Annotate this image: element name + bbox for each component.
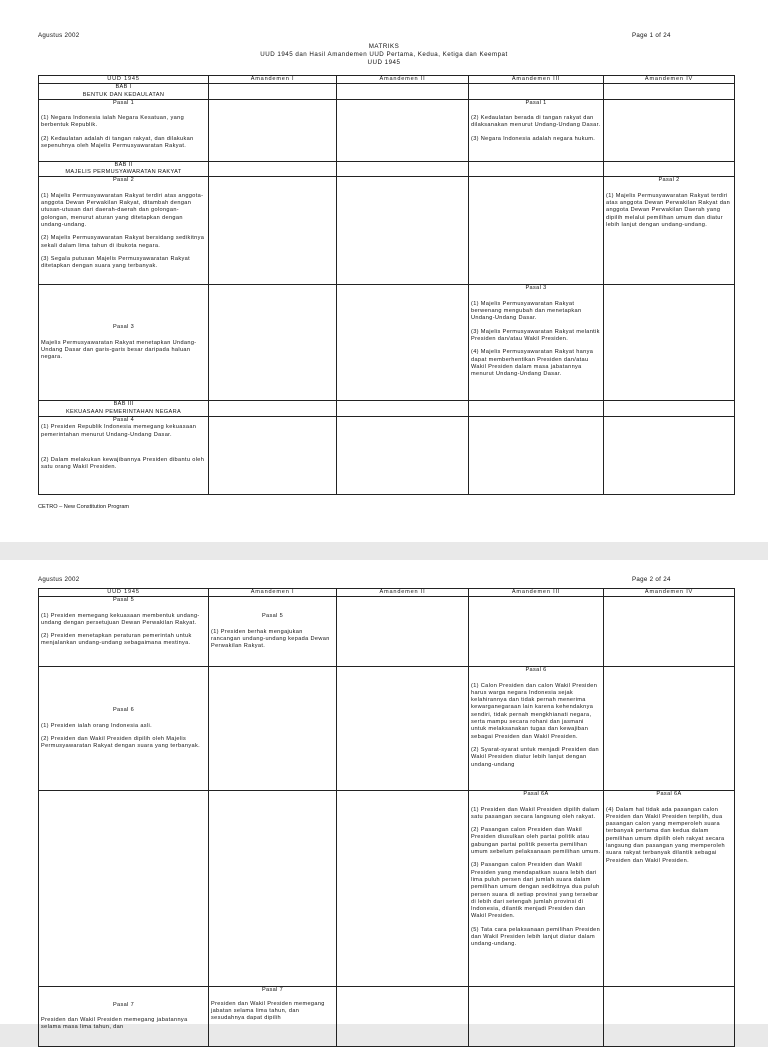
- chapter-row: [39, 84, 735, 100]
- matrix-table: [38, 75, 735, 495]
- amandemen4-cell: [604, 791, 735, 987]
- title-line: UUD 1945 dan Hasil Amandemen UUD Pertama, Kedua, Ketiga dan Keempat: [260, 51, 508, 58]
- table-row: [39, 987, 735, 1047]
- chapter-number: BAB I: [115, 84, 132, 91]
- clause-text: (2) Presiden dan Wakil Presiden dipilih oleh Majelis Permusyawaratan Rakyat dengan suara yang terbanyak.: [41, 735, 201, 750]
- clause-text: (1) Presiden ialah orang Indonesia asli.: [41, 722, 153, 729]
- clause-text: (3) Majelis Permusyawaratan Rakyat melantik Presiden dan/atau Wakil Presiden.: [471, 328, 600, 342]
- page-date: Agustus 2002: [38, 32, 80, 39]
- clause-text: (2) Syarat-syarat untuk menjadi Presiden dan Wakil Presiden diatur lebih lanjut dengan undang-undang: [471, 746, 599, 768]
- chapter-row: [39, 401, 735, 417]
- page-number: Page 1 of 24: [632, 32, 671, 39]
- column-header: Amandemen III: [469, 589, 604, 597]
- chapter-number: BAB III: [113, 401, 134, 408]
- chapter-title: BENTUK DAN KEDAULATAN: [82, 91, 165, 98]
- article-label: Pasal 2: [658, 177, 680, 184]
- clause-text: (2) Kedaulatan berada di tangan rakyat dan dilaksanakan menurut Undang-Undang Dasar.: [471, 115, 601, 129]
- clause-text: (2) Pasangan calon Presiden dan Wakil Presiden diusulkan oleh partai politik atau gabungan partai politik peserta pemilihan umum sebelum pelaksanaan pemilihan umum.: [471, 827, 601, 856]
- table-header-row: [39, 589, 735, 597]
- clause-text: Presiden dan Wakil Presiden memegang jabatannya selama masa lima tahun, dan: [41, 1017, 188, 1031]
- chapter-heading: [39, 161, 209, 177]
- clause-text: (2) Majelis Permusyawaratan Rakyat bersidang sedikitnya sekali dalam lima tahun di ibukota negara.: [41, 235, 205, 249]
- clause-text: (5) Tata cara pelaksanaan pemilihan Presiden dan Wakil Presiden lebih lanjut diatur dalam undang-undang.: [471, 926, 601, 948]
- clause-text: (1) Presiden dan Wakil Presiden dipilih dalam satu pasangan secara langsung oleh rakyat.: [471, 806, 600, 820]
- clause-text: (3) Pasangan calon Presiden dan Wakil Presiden yang mendapatkan suara lebih dari lima puluh persen dari jumlah suara dalam pemilihan umum dengan sedikitnya dua puluh persen suara di setiap provinsi yang tersebar di lebih dari setengah jumlah provinsi di Indonesia, dilantik menjadi Presiden dan Wakil Presiden.: [471, 862, 600, 920]
- column-header: Amandemen II: [337, 589, 469, 597]
- table-row: [39, 791, 735, 987]
- table-row: [39, 285, 735, 401]
- amandemen3-cell: [469, 285, 604, 401]
- clause-text: (1) Presiden memegang kekuasaan membentuk undang-undang dengan persetujuan Dewan Perwakilan Rakyat.: [41, 612, 200, 626]
- uud-cell: [39, 177, 209, 285]
- article-label: Pasal 6A: [656, 791, 682, 798]
- chapter-heading: [39, 84, 209, 100]
- column-header: Amandemen I: [209, 76, 337, 84]
- clause-text: (2) Presiden menetapkan peraturan pemerintah untuk menjalankan undang-undang sebagaimana mestinya.: [41, 633, 192, 647]
- column-header: Amandemen III: [469, 76, 604, 84]
- uud-cell: [39, 987, 209, 1047]
- uud-cell: [39, 417, 209, 495]
- column-header: Amandemen I: [209, 589, 337, 597]
- column-header: UUD 1945: [39, 589, 209, 597]
- article-label: Pasal 1: [525, 99, 547, 106]
- document-page-2: [0, 560, 768, 1031]
- table-row: [39, 597, 735, 667]
- document-title: [0, 43, 768, 67]
- table-row: [39, 99, 735, 161]
- table-header-row: [39, 76, 735, 84]
- article-label: Pasal 7: [112, 1001, 135, 1008]
- uud-cell: [39, 285, 209, 401]
- clause-text: (1) Calon Presiden dan calon Wakil Presiden harus warga negara Indonesia sejak kelahirannya dan tidak pernah menerima kewarganegaraan lain karena kehendaknya sendiri, tidak pernah mengkhianati negara, serta mampu secara rohani dan jasmani untuk melaksanakan tugas dan kewajiban sebagai Presiden dan Wakil Presiden.: [471, 682, 598, 740]
- clause-text: (1) Presiden Republik Indonesia memegang kekuasaan pemerintahan menurut Undang-Undang Dasar.: [41, 424, 197, 438]
- article-label: Pasal 7: [261, 987, 284, 994]
- clause-text: Majelis Permusyawaratan Rakyat menetapkan Undang-Undang Dasar dan garis-garis besar daripada haluan negara.: [41, 339, 197, 361]
- column-header: Amandemen II: [337, 76, 469, 84]
- clause-text: (1) Majelis Permusyawaratan Rakyat berwenang mengubah dan menetapkan Undang-Undang Dasar.: [471, 300, 582, 322]
- title-line: MATRIKS: [368, 43, 400, 50]
- article-label: Pasal 4: [112, 417, 135, 424]
- article-label: Pasal 6: [525, 667, 547, 674]
- page-number: Page 2 of 24: [632, 576, 671, 583]
- clause-text: (1) Majelis Permusyawaratan Rakyat terdiri atas anggota Dewan Perwakilan Rakyat dan anggota Dewan Perwakilan Daerah yang dipilih melalui pemilihan umum dan diatur lebih lanjut dengan undang-undang.: [606, 192, 731, 228]
- clause-text: (4) Dalam hal tidak ada pasangan calon Presiden dan Wakil Presiden terpilih, dua pasangan calon yang memperoleh suara terbanyak pertama dan kedua dalam pemilihan umum dipilih oleh rakyat secara langsung dan pasangan yang memperoleh suara rakyat terbanyak dilantik sebagai Presiden dan Wakil Presiden.: [606, 806, 725, 864]
- article-label: Pasal 5: [112, 597, 135, 604]
- article-label: Pasal 6A: [523, 791, 549, 798]
- clause-text: (1) Presiden berhak mengajukan rancangan undang-undang kepada Dewan Perwakilan Rakyat.: [211, 628, 330, 650]
- table-row: [39, 667, 735, 791]
- amandemen3-cell: [469, 99, 604, 161]
- clause-text: (1) Negara Indonesia ialah Negara Kesatuan, yang berbentuk Republik.: [41, 115, 185, 129]
- article-label: Pasal 6: [112, 707, 135, 714]
- page-footer: CETRO – New Constitution Program: [38, 504, 130, 510]
- article-label: Pasal 3: [112, 324, 135, 331]
- article-label: Pasal 3: [525, 285, 547, 292]
- chapter-row: [39, 161, 735, 177]
- amandemen3-cell: [469, 667, 604, 791]
- clause-text: (3) Segala putusan Majelis Permusyawaratan Rakyat ditetapkan dengan suara yang terbanyak.: [41, 255, 190, 270]
- chapter-title: KEKUASAAN PEMERINTAHAN NEGARA: [65, 408, 182, 415]
- chapter-title: MAJELIS PERMUSYAWARATAN RAKYAT: [65, 169, 182, 176]
- column-header: Amandemen IV: [604, 589, 735, 597]
- chapter-number: BAB II: [114, 161, 133, 168]
- title-line: UUD 1945: [367, 59, 401, 66]
- clause-text: Presiden dan Wakil Presiden memegang jabatan selama lima tahun, dan sesudahnya dapat dipilih: [211, 1000, 325, 1022]
- clause-text: (2) Kedaulatan adalah di tangan rakyat, dan dilakukan sepenuhnya oleh Majelis Permusyawaratan Rakyat.: [41, 135, 194, 150]
- chapter-heading: [39, 401, 209, 417]
- uud-cell: [39, 99, 209, 161]
- column-header: Amandemen IV: [604, 76, 735, 84]
- amandemen1-cell: [209, 987, 337, 1047]
- amandemen1-cell: [209, 597, 337, 667]
- article-label: Pasal 1: [112, 99, 135, 106]
- column-header: UUD 1945: [39, 76, 209, 84]
- clause-text: (3) Negara Indonesia adalah negara hukum.: [471, 135, 596, 142]
- clause-text: (2) Dalam melakukan kewajibannya Presiden dibantu oleh satu orang Wakil Presiden.: [41, 456, 205, 471]
- clause-text: (4) Majelis Permusyawaratan Rakyat hanya dapat memberhentikan Presiden dan/atau Wakil Presiden dalam masa jabatannya menurut Undang-Undang Dasar.: [471, 349, 594, 378]
- uud-cell: [39, 667, 209, 791]
- matrix-table: [38, 588, 735, 1047]
- uud-cell: [39, 597, 209, 667]
- table-row: [39, 417, 735, 495]
- article-label: Pasal 5: [261, 613, 284, 620]
- clause-text: (1) Majelis Permusyawaratan Rakyat terdiri atas anggota-anggota Dewan Perwakilan Rakyat, ditambah dengan utusan-utusan dari daerah-daerah dan golongan-golongan, menurut aturan yang ditetapkan dengan undang-undang.: [41, 192, 204, 228]
- page-date: Agustus 2002: [38, 576, 80, 583]
- article-label: Pasal 2: [112, 177, 135, 184]
- table-row: [39, 177, 735, 285]
- amandemen3-cell: [469, 791, 604, 987]
- amandemen4-cell: [604, 177, 735, 285]
